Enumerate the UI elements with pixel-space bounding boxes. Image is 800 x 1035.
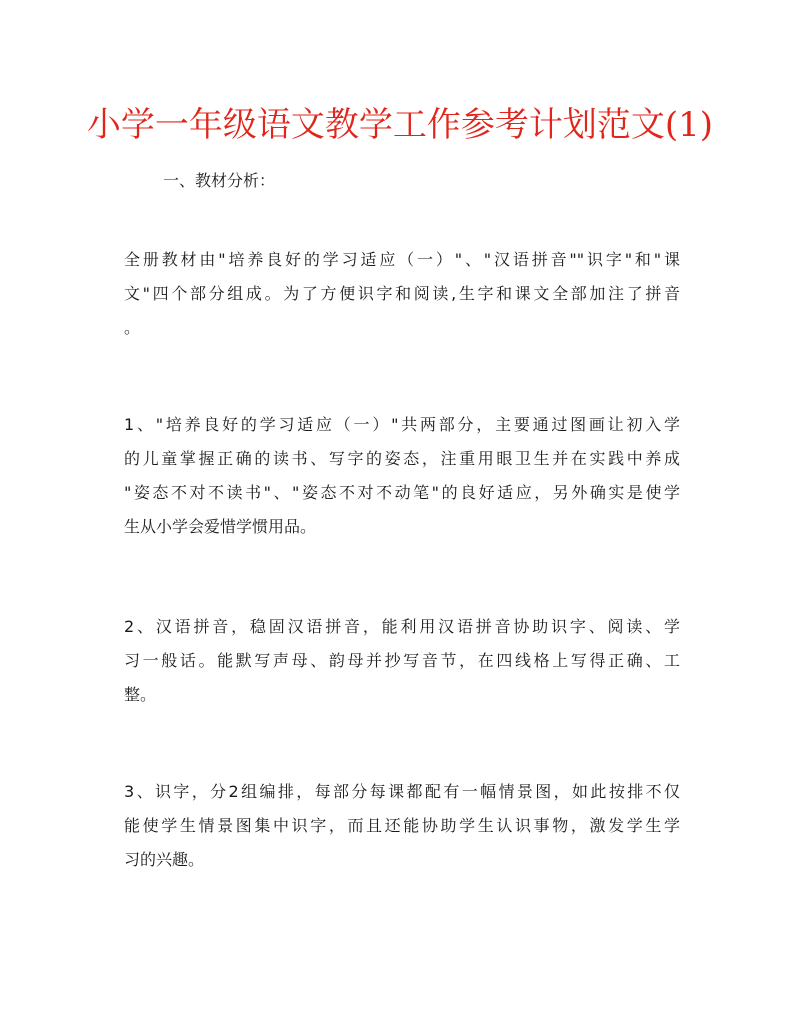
paragraph-line: 1、"培养良好的学习适应（一）"共两部分，主要通过图画让初入学 bbox=[124, 415, 680, 434]
paragraph-line: 文"四个部分组成。为了方便识字和阅读,生字和课文全部加注了拼音 bbox=[124, 284, 680, 303]
section-heading-materials-analysis: 一、教材分析： bbox=[163, 171, 276, 190]
paragraph-line: "姿态不对不读书"、"姿态不对不动笔"的良好适应，另外确实是使学 bbox=[124, 483, 680, 502]
paragraph-line: 习的兴趣。 bbox=[124, 850, 205, 869]
paragraph-item-1 bbox=[124, 408, 680, 544]
paragraph-line: 生从小学会爱惜学惯用品。 bbox=[124, 517, 317, 536]
paragraph-item-3 bbox=[124, 775, 680, 877]
paragraph-line: 能使学生情景图集中识字，而且还能协助学生认识事物，激发学生学 bbox=[124, 816, 680, 835]
paragraph-line: 3、识字，分2组编排，每部分每课都配有一幅情景图，如此按排不仅 bbox=[124, 782, 680, 801]
paragraph-line: 整。 bbox=[124, 685, 157, 704]
paragraph-line: 。 bbox=[124, 318, 141, 337]
paragraph-line: 2、汉语拼音，稳固汉语拼音，能利用汉语拼音协助识字、阅读、学 bbox=[124, 617, 680, 636]
paragraph-item-2 bbox=[124, 610, 680, 712]
paragraph-line: 习一般话。能默写声母、韵母并抄写音节，在四线格上写得正确、工 bbox=[124, 651, 680, 670]
paragraph-overview bbox=[124, 243, 680, 345]
document-title: 小学一年级语文教学工作参考计划范文(1) bbox=[86, 105, 714, 145]
paragraph-line: 全册教材由"培养良好的学习适应（一）"、"汉语拼音""识字"和"课 bbox=[124, 250, 680, 269]
paragraph-line: 的儿童掌握正确的读书、写字的姿态，注重用眼卫生并在实践中养成 bbox=[124, 449, 680, 468]
